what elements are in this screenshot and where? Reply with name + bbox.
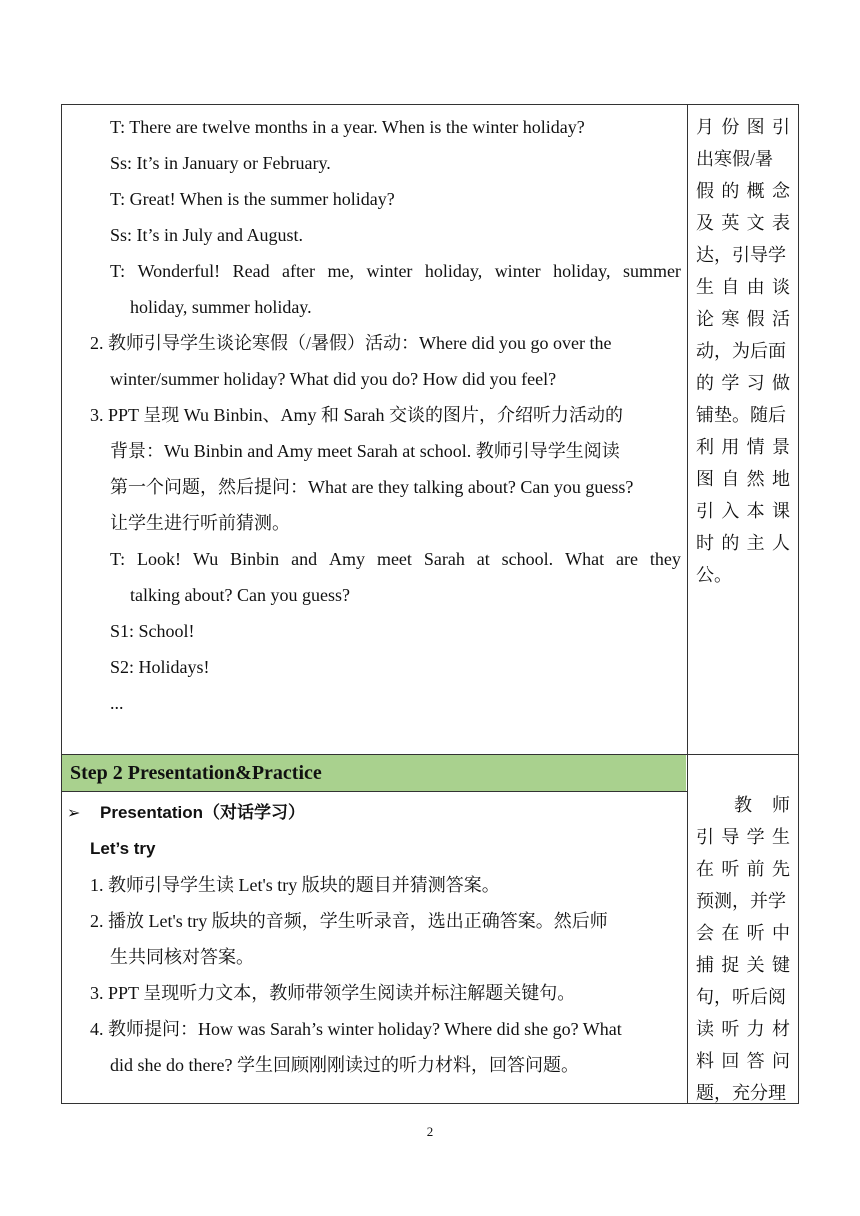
note-char: 本 [746, 501, 765, 521]
note-char: 在 [721, 923, 740, 943]
note-line: 动，为后面 [696, 341, 786, 361]
note-char: 做 [771, 373, 790, 393]
dialogue-line: Ss: It’s in July and August. [110, 225, 304, 245]
note-line: 铺垫。随后 [696, 405, 786, 425]
note-char: 月 [696, 117, 714, 137]
note-char: 入 [721, 501, 740, 521]
step-item: did she do there? 学生回顾刚刚读过的听力材料，回答问题。 [110, 1055, 579, 1075]
note-line [696, 821, 790, 853]
text-fragment: and [291, 549, 318, 569]
note-char: 谈 [771, 277, 790, 297]
note-line [696, 303, 790, 335]
note-char: 先 [771, 859, 790, 879]
note-line [696, 111, 790, 143]
note-char: 时 [696, 533, 714, 553]
section-subheading: Presentation（对话学习） [100, 803, 305, 822]
step-item: 4. 教师提问：How was Sarah’s winter holiday? Where did she go? What [90, 1019, 622, 1039]
note-line: 出寒假/暑 [696, 149, 774, 169]
note-char: 概 [746, 181, 765, 201]
dialogue-line: ... [110, 693, 124, 713]
dialogue-line: T: There are twelve months in a year. When is the winter holiday? [110, 117, 585, 137]
note-line [696, 853, 790, 885]
step-item: 2. 教师引导学生谈论寒假（/暑假）活动：Where did you go over the [90, 333, 612, 353]
note-line: 题，充分理 [696, 1083, 786, 1103]
text-fragment: school. [501, 549, 554, 569]
text-fragment: at [476, 549, 490, 569]
note-char: 捉 [721, 955, 740, 975]
text-fragment: T: [110, 261, 126, 281]
note-char: 自 [721, 469, 740, 489]
note-char: 份 [721, 117, 740, 137]
note-line: 预测，并学 [696, 891, 786, 911]
note-char: 读 [696, 1019, 714, 1039]
note-line [696, 527, 790, 559]
text-fragment: summer [622, 261, 681, 281]
step-item: winter/summer holiday? What did you do? How did you feel? [110, 369, 557, 389]
note-char: 课 [771, 501, 790, 521]
page-number: 2 [426, 1124, 434, 1139]
note-char: 习 [746, 373, 765, 393]
note-char: 地 [771, 469, 790, 489]
note-char: 的 [721, 181, 740, 201]
note-char: 力 [746, 1019, 765, 1039]
text-fragment: are [616, 549, 638, 569]
dialogue-line: S1: School! [110, 621, 195, 641]
note-char: 教 [734, 795, 752, 815]
note-char: 英 [721, 213, 740, 233]
note-char: 表 [771, 213, 790, 233]
text-fragment: winter [366, 261, 413, 281]
note-char: 引 [696, 501, 714, 521]
step-item: 生共同核对答案。 [110, 947, 254, 967]
note-char: 料 [696, 1051, 714, 1071]
note-char: 及 [696, 213, 714, 233]
note-char: 师 [772, 795, 790, 815]
note-line [696, 789, 790, 821]
note-char: 中 [771, 923, 790, 943]
dialogue-line: talking about? Can you guess? [130, 585, 350, 605]
note-line [696, 207, 790, 239]
note-line [696, 175, 790, 207]
text-fragment: holiday, [424, 261, 483, 281]
note-char: 导 [721, 827, 740, 847]
note-line [696, 271, 790, 303]
note-char: 自 [721, 277, 740, 297]
text-fragment: me, [327, 261, 354, 281]
note-char: 然 [746, 469, 765, 489]
note-char: 假 [696, 181, 714, 201]
note-line [696, 1013, 790, 1045]
note-char: 利 [696, 437, 714, 457]
text-fragment: they [649, 549, 681, 569]
note-char: 材 [771, 1019, 790, 1039]
note-line [696, 917, 790, 949]
text-fragment: T: [110, 549, 126, 569]
dialogue-line: holiday, summer holiday. [130, 297, 312, 317]
step-item: 1. 教师引导学生读 Let's try 版块的题目并猜测答案。 [90, 875, 500, 895]
text-fragment: Wonderful! [137, 261, 221, 281]
text-fragment: winter [494, 261, 541, 281]
text-fragment: Wu [192, 549, 219, 569]
note-char: 听 [721, 1019, 740, 1039]
step-item: 3. PPT 呈现听力文本，教师带领学生阅读并标注解题关键句。 [90, 983, 576, 1003]
arrow-bullet-icon: ➢ [67, 803, 81, 822]
dialogue-line [110, 541, 681, 577]
step-item: 2. 播放 Let's try 版块的音频，学生听录音，选出正确答案。然后师 [90, 911, 608, 931]
note-char: 学 [746, 827, 765, 847]
note-char: 在 [696, 859, 714, 879]
step-title: Step 2 Presentation&Practice [70, 762, 322, 784]
note-char: 景 [771, 437, 790, 457]
note-char: 听 [746, 923, 765, 943]
text-fragment: Amy [329, 549, 366, 569]
note-char: 的 [696, 373, 714, 393]
note-char: 人 [771, 533, 790, 553]
note-char: 的 [721, 533, 740, 553]
dialogue-line: S2: Holidays! [110, 657, 210, 677]
note-line: 句，听后阅 [696, 987, 786, 1007]
note-line: 达，引导学 [696, 245, 786, 265]
note-line [696, 1045, 790, 1077]
note-char: 活 [771, 309, 790, 329]
note-char: 情 [746, 437, 765, 457]
note-char: 由 [746, 277, 765, 297]
note-char: 图 [746, 117, 765, 137]
note-char: 会 [696, 923, 714, 943]
lesson-plan-table [61, 104, 799, 1104]
dialogue-line: T: Great! When is the summer holiday? [110, 189, 395, 209]
dialogue-line [110, 253, 681, 289]
note-char: 论 [696, 309, 714, 329]
note-char: 文 [746, 213, 765, 233]
note-char: 假 [746, 309, 765, 329]
note-line [696, 431, 790, 463]
note-char: 学 [721, 373, 740, 393]
text-fragment: Read [232, 261, 270, 281]
note-char: 生 [696, 277, 714, 297]
note-char: 引 [771, 117, 790, 137]
text-fragment: Sarah [423, 549, 465, 569]
text-fragment: after [282, 261, 315, 281]
activity-heading: Let’s try [90, 839, 156, 858]
note-line [696, 463, 790, 495]
step-item: 第一个问题，然后提问：What are they talking about? Can you guess? [110, 477, 634, 497]
note-char: 听 [721, 859, 740, 879]
note-line [696, 367, 790, 399]
text-fragment: Look! [137, 549, 182, 569]
note-char: 键 [771, 955, 790, 975]
text-fragment: holiday, [553, 261, 611, 281]
note-char: 前 [746, 859, 765, 879]
note-char: 图 [696, 469, 714, 489]
note-char: 引 [696, 827, 714, 847]
note-line: 公。 [696, 565, 732, 585]
column-divider [687, 105, 688, 1103]
text-fragment: meet [376, 549, 412, 569]
note-char: 答 [746, 1051, 765, 1071]
text-fragment: What [565, 549, 605, 569]
note-char: 捕 [696, 955, 714, 975]
step-item: 3. PPT 呈现 Wu Binbin、Amy 和 Sarah 交谈的图片，介绍听力活动的 [90, 405, 623, 425]
note-char: 念 [771, 181, 790, 201]
note-char: 用 [721, 437, 740, 457]
text-fragment: Binbin [230, 549, 280, 569]
dialogue-line: Ss: It’s in January or February. [110, 153, 331, 173]
note-char: 寒 [721, 309, 740, 329]
note-line [696, 495, 790, 527]
note-char: 问 [771, 1051, 790, 1071]
note-char: 回 [721, 1051, 740, 1071]
note-char: 生 [771, 827, 790, 847]
note-char: 主 [746, 533, 765, 553]
note-line [696, 949, 790, 981]
step-item: 让学生进行听前猜测。 [110, 513, 290, 533]
step-item: 背景：Wu Binbin and Amy meet Sarah at school. 教师引导学生阅读 [110, 441, 620, 461]
step-band-divider [62, 791, 687, 792]
note-text [734, 789, 790, 821]
note-char: 关 [746, 955, 765, 975]
